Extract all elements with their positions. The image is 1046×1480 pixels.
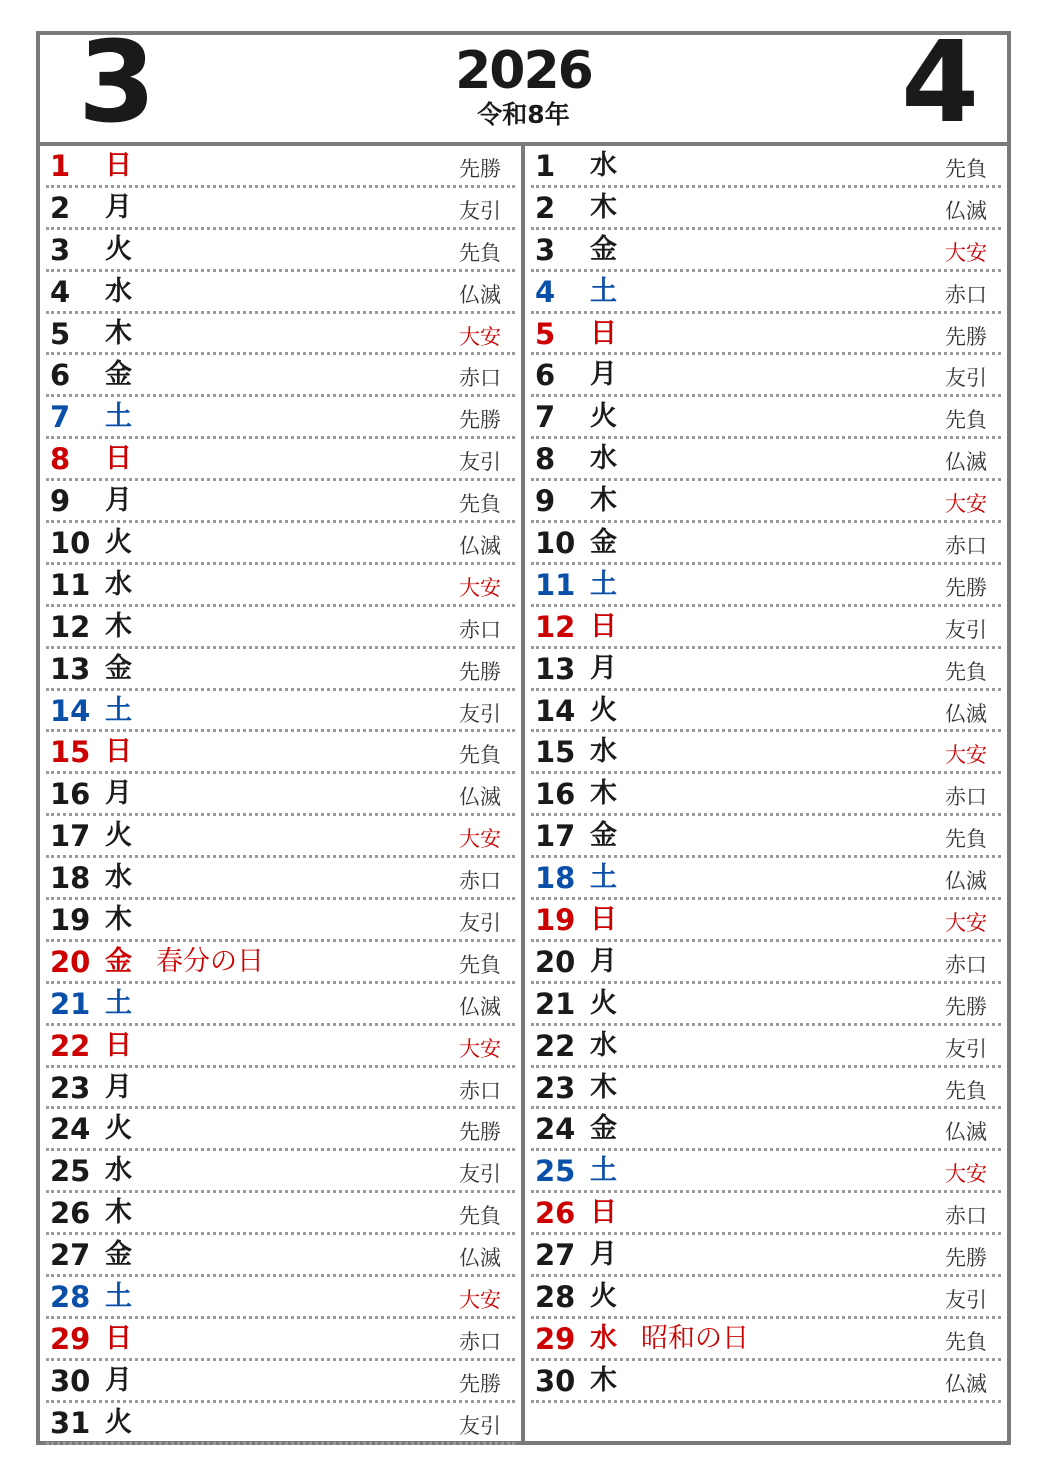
right-month-number: 4 <box>901 18 977 148</box>
day-row <box>531 188 1001 230</box>
weekday-label: 木 <box>590 1364 617 1396</box>
day-number: 18 <box>50 861 91 896</box>
weekday-label: 金 <box>105 945 132 977</box>
weekday-label: 火 <box>105 1113 132 1145</box>
rokuyo-label: 赤口 <box>945 282 987 307</box>
day-row <box>46 858 515 900</box>
rokuyo-label: 赤口 <box>945 534 987 559</box>
day-number: 5 <box>50 316 71 351</box>
rokuyo-label: 仏滅 <box>945 701 987 726</box>
day-row <box>46 397 515 439</box>
rokuyo-label: 先勝 <box>459 1371 501 1396</box>
day-row <box>531 942 1001 984</box>
weekday-label: 土 <box>105 401 132 433</box>
day-number: 31 <box>50 1405 91 1440</box>
day-row <box>531 230 1001 272</box>
day-row <box>531 858 1001 900</box>
day-number: 4 <box>535 274 556 309</box>
day-number: 1 <box>535 149 556 183</box>
day-number: 9 <box>535 484 556 519</box>
rokuyo-label: 大安 <box>945 911 987 936</box>
rokuyo-label: 先勝 <box>945 1246 987 1271</box>
rokuyo-label: 先負 <box>945 157 987 181</box>
weekday-label: 日 <box>590 904 617 936</box>
day-number: 21 <box>535 986 576 1021</box>
weekday-label: 月 <box>105 191 132 223</box>
weekday-label: 土 <box>590 275 617 307</box>
rokuyo-label: 友引 <box>459 911 501 936</box>
weekday-label: 木 <box>590 778 617 810</box>
march-column <box>46 146 515 1445</box>
weekday-label: 火 <box>105 527 132 559</box>
rokuyo-label: 友引 <box>459 701 501 726</box>
day-number: 26 <box>535 1196 576 1231</box>
day-row <box>531 1193 1001 1235</box>
day-number: 25 <box>535 1154 576 1189</box>
calendar-frame <box>36 18 1011 1445</box>
weekday-label: 水 <box>590 443 617 475</box>
weekday-label: 日 <box>590 610 617 642</box>
day-row <box>46 1193 515 1235</box>
day-row <box>46 1151 515 1193</box>
rokuyo-label: 友引 <box>459 1413 501 1438</box>
day-number: 20 <box>535 944 576 979</box>
day-number: 10 <box>535 526 576 561</box>
rokuyo-label: 仏滅 <box>459 282 501 307</box>
day-number: 19 <box>50 903 91 938</box>
weekday-label: 日 <box>590 317 617 349</box>
day-row <box>46 1026 515 1068</box>
april-column <box>531 146 1001 1403</box>
day-number: 10 <box>50 526 91 561</box>
day-number: 15 <box>535 735 576 770</box>
day-row <box>46 314 515 356</box>
weekday-label: 水 <box>590 150 617 181</box>
weekday-label: 木 <box>105 610 132 642</box>
day-row <box>46 230 515 272</box>
day-row <box>531 565 1001 607</box>
day-number: 16 <box>535 777 576 812</box>
weekday-label: 土 <box>105 694 132 726</box>
day-row <box>46 1319 515 1361</box>
rokuyo-label: 仏滅 <box>945 1120 987 1145</box>
weekday-label: 日 <box>105 1322 132 1354</box>
day-row <box>531 649 1001 691</box>
weekday-label: 木 <box>105 317 132 349</box>
rokuyo-label: 友引 <box>945 617 987 642</box>
weekday-label: 金 <box>105 652 132 684</box>
day-number: 4 <box>50 274 71 309</box>
rokuyo-label: 先勝 <box>459 408 501 433</box>
weekday-label: 木 <box>105 904 132 936</box>
day-number: 5 <box>535 316 556 351</box>
weekday-label: 金 <box>105 359 132 391</box>
day-number: 9 <box>50 484 71 519</box>
day-number: 23 <box>50 1070 91 1105</box>
year-label: 2026 <box>455 41 592 101</box>
day-row <box>46 146 515 188</box>
day-row <box>46 188 515 230</box>
day-row <box>531 1319 1001 1361</box>
weekday-label: 月 <box>105 1364 132 1396</box>
rokuyo-label: 先負 <box>459 952 501 977</box>
weekday-label: 木 <box>590 191 617 223</box>
day-number: 23 <box>535 1070 576 1105</box>
day-number: 24 <box>535 1112 576 1147</box>
day-row <box>46 1109 515 1151</box>
holiday-name: 春分の日 <box>156 945 264 977</box>
weekday-label: 日 <box>105 1029 132 1061</box>
rokuyo-label: 先勝 <box>459 659 501 684</box>
day-number: 22 <box>50 1028 91 1063</box>
day-number: 21 <box>50 986 91 1021</box>
day-number: 19 <box>535 903 576 938</box>
day-row <box>46 649 515 691</box>
day-row <box>531 1235 1001 1277</box>
rokuyo-label: 仏滅 <box>459 1246 501 1271</box>
weekday-label: 土 <box>590 862 617 894</box>
day-number: 2 <box>535 190 556 225</box>
weekday-label: 火 <box>105 1406 132 1438</box>
day-number: 13 <box>535 651 576 686</box>
day-row <box>531 1026 1001 1068</box>
weekday-label: 土 <box>105 987 132 1019</box>
rokuyo-label: 先勝 <box>945 324 987 349</box>
day-number: 20 <box>50 944 91 979</box>
rokuyo-label: 友引 <box>459 450 501 475</box>
weekday-label: 月 <box>590 652 617 684</box>
weekday-label: 木 <box>105 1197 132 1229</box>
weekday-label: 月 <box>590 1239 617 1271</box>
weekday-label: 日 <box>105 443 132 475</box>
day-number: 27 <box>535 1238 576 1273</box>
rokuyo-label: 先負 <box>459 492 501 517</box>
day-row <box>46 481 515 523</box>
weekday-label: 木 <box>590 485 617 517</box>
day-row <box>531 397 1001 439</box>
rokuyo-label: 大安 <box>459 324 501 349</box>
day-row <box>46 565 515 607</box>
weekday-label: 水 <box>105 862 132 894</box>
day-number: 30 <box>535 1363 576 1398</box>
day-number: 16 <box>50 777 91 812</box>
rokuyo-label: 先勝 <box>945 575 987 600</box>
day-number: 18 <box>535 861 576 896</box>
weekday-label: 水 <box>105 568 132 600</box>
weekday-label: 土 <box>105 1281 132 1313</box>
rokuyo-label: 先負 <box>945 659 987 684</box>
left-month-number: 3 <box>78 18 154 148</box>
weekday-label: 水 <box>105 1155 132 1187</box>
day-number: 17 <box>535 819 576 854</box>
rokuyo-label: 大安 <box>945 240 987 265</box>
weekday-label: 水 <box>590 736 617 768</box>
weekday-label: 金 <box>590 527 617 559</box>
weekday-label: 火 <box>105 233 132 265</box>
day-row <box>531 314 1001 356</box>
era-label: 令和8年 <box>477 100 570 129</box>
weekday-label: 火 <box>590 1281 617 1313</box>
day-number: 24 <box>50 1112 91 1147</box>
weekday-label: 金 <box>590 233 617 265</box>
calendar-header <box>40 18 1007 148</box>
weekday-label: 水 <box>590 1029 617 1061</box>
day-row <box>46 1361 515 1403</box>
day-row <box>46 942 515 984</box>
rokuyo-label: 赤口 <box>459 1329 501 1354</box>
day-row <box>531 1109 1001 1151</box>
weekday-label: 木 <box>590 1071 617 1103</box>
rokuyo-label: 赤口 <box>945 1204 987 1229</box>
day-number: 26 <box>50 1196 91 1231</box>
day-number: 3 <box>50 232 71 267</box>
rokuyo-label: 大安 <box>459 827 501 852</box>
rokuyo-label: 大安 <box>945 492 987 517</box>
day-row <box>46 272 515 314</box>
rokuyo-label: 先勝 <box>459 157 501 181</box>
day-row <box>46 732 515 774</box>
day-number: 28 <box>50 1280 91 1315</box>
weekday-label: 日 <box>105 150 132 181</box>
rokuyo-label: 赤口 <box>945 952 987 977</box>
rokuyo-label: 友引 <box>459 1162 501 1187</box>
day-row <box>531 691 1001 733</box>
day-row <box>531 1151 1001 1193</box>
day-row <box>531 272 1001 314</box>
weekday-label: 金 <box>590 820 617 852</box>
day-row <box>46 984 515 1026</box>
day-row <box>46 523 515 565</box>
rokuyo-label: 赤口 <box>459 1078 501 1103</box>
day-number: 6 <box>50 358 71 393</box>
weekday-label: 金 <box>105 1239 132 1271</box>
rokuyo-label: 先負 <box>459 1204 501 1229</box>
weekday-label: 月 <box>105 485 132 517</box>
rokuyo-label: 先勝 <box>945 994 987 1019</box>
day-number: 13 <box>50 651 91 686</box>
rokuyo-label: 先負 <box>459 743 501 768</box>
day-number: 8 <box>50 442 71 477</box>
day-row <box>531 816 1001 858</box>
day-row <box>46 816 515 858</box>
day-row <box>46 439 515 481</box>
day-number: 17 <box>50 819 91 854</box>
rokuyo-label: 赤口 <box>459 366 501 391</box>
weekday-label: 火 <box>590 987 617 1019</box>
weekday-label: 水 <box>590 1322 617 1354</box>
day-number: 2 <box>50 190 71 225</box>
weekday-label: 火 <box>105 820 132 852</box>
day-row <box>531 984 1001 1026</box>
day-number: 6 <box>535 358 556 393</box>
day-row <box>46 1068 515 1110</box>
rokuyo-label: 先負 <box>945 1329 987 1354</box>
weekday-label: 月 <box>105 1071 132 1103</box>
rokuyo-label: 仏滅 <box>945 869 987 894</box>
weekday-label: 火 <box>590 401 617 433</box>
weekday-label: 土 <box>590 568 617 600</box>
rokuyo-label: 友引 <box>945 366 987 391</box>
day-row <box>531 1361 1001 1403</box>
day-row <box>531 523 1001 565</box>
day-row <box>46 1403 515 1445</box>
day-number: 29 <box>50 1321 91 1356</box>
weekday-label: 日 <box>105 736 132 768</box>
day-row <box>531 1277 1001 1319</box>
day-row <box>531 146 1001 188</box>
day-row <box>531 732 1001 774</box>
weekday-label: 月 <box>590 359 617 391</box>
weekday-label: 水 <box>105 275 132 307</box>
day-row <box>531 481 1001 523</box>
day-number: 1 <box>50 149 71 183</box>
rokuyo-label: 赤口 <box>459 617 501 642</box>
day-number: 27 <box>50 1238 91 1273</box>
day-number: 12 <box>50 609 91 644</box>
day-row <box>46 1277 515 1319</box>
rokuyo-label: 友引 <box>459 198 501 223</box>
day-number: 28 <box>535 1280 576 1315</box>
day-number: 22 <box>535 1028 576 1063</box>
day-row <box>46 774 515 816</box>
day-row <box>531 607 1001 649</box>
weekday-label: 月 <box>590 945 617 977</box>
day-number: 14 <box>50 693 91 728</box>
rokuyo-label: 大安 <box>459 1036 501 1061</box>
column-divider <box>521 146 525 1441</box>
day-row <box>531 355 1001 397</box>
rokuyo-label: 大安 <box>945 1162 987 1187</box>
day-number: 14 <box>535 693 576 728</box>
rokuyo-label: 赤口 <box>459 869 501 894</box>
day-number: 7 <box>535 400 556 435</box>
holiday-name: 昭和の日 <box>641 1322 749 1354</box>
day-row <box>531 900 1001 942</box>
day-number: 30 <box>50 1363 91 1398</box>
day-row <box>46 900 515 942</box>
rokuyo-label: 大安 <box>459 1288 501 1313</box>
rokuyo-label: 先負 <box>945 1078 987 1103</box>
weekday-label: 土 <box>590 1155 617 1187</box>
rokuyo-label: 友引 <box>945 1288 987 1313</box>
rokuyo-label: 仏滅 <box>945 198 987 223</box>
day-number: 11 <box>535 567 576 602</box>
day-number: 3 <box>535 232 556 267</box>
rokuyo-label: 赤口 <box>945 785 987 810</box>
weekday-label: 日 <box>590 1197 617 1229</box>
rokuyo-label: 仏滅 <box>459 785 501 810</box>
weekday-label: 月 <box>105 778 132 810</box>
day-number: 15 <box>50 735 91 770</box>
day-number: 29 <box>535 1321 576 1356</box>
rokuyo-label: 先勝 <box>459 1120 501 1145</box>
rokuyo-label: 大安 <box>945 743 987 768</box>
weekday-label: 火 <box>590 694 617 726</box>
day-number: 25 <box>50 1154 91 1189</box>
rokuyo-label: 先負 <box>945 408 987 433</box>
rokuyo-label: 仏滅 <box>945 1371 987 1396</box>
day-number: 11 <box>50 567 91 602</box>
day-number: 7 <box>50 400 71 435</box>
rokuyo-label: 仏滅 <box>459 534 501 559</box>
rokuyo-label: 先負 <box>459 240 501 265</box>
day-row <box>531 774 1001 816</box>
day-row <box>46 691 515 733</box>
rokuyo-label: 仏滅 <box>459 994 501 1019</box>
rokuyo-label: 友引 <box>945 1036 987 1061</box>
rokuyo-label: 先負 <box>945 827 987 852</box>
day-row <box>46 355 515 397</box>
day-row <box>531 439 1001 481</box>
day-number: 8 <box>535 442 556 477</box>
day-row <box>46 1235 515 1277</box>
rokuyo-label: 仏滅 <box>945 450 987 475</box>
day-number: 12 <box>535 609 576 644</box>
rokuyo-label: 大安 <box>459 575 501 600</box>
day-row <box>531 1068 1001 1110</box>
weekday-label: 金 <box>590 1113 617 1145</box>
day-row <box>46 607 515 649</box>
